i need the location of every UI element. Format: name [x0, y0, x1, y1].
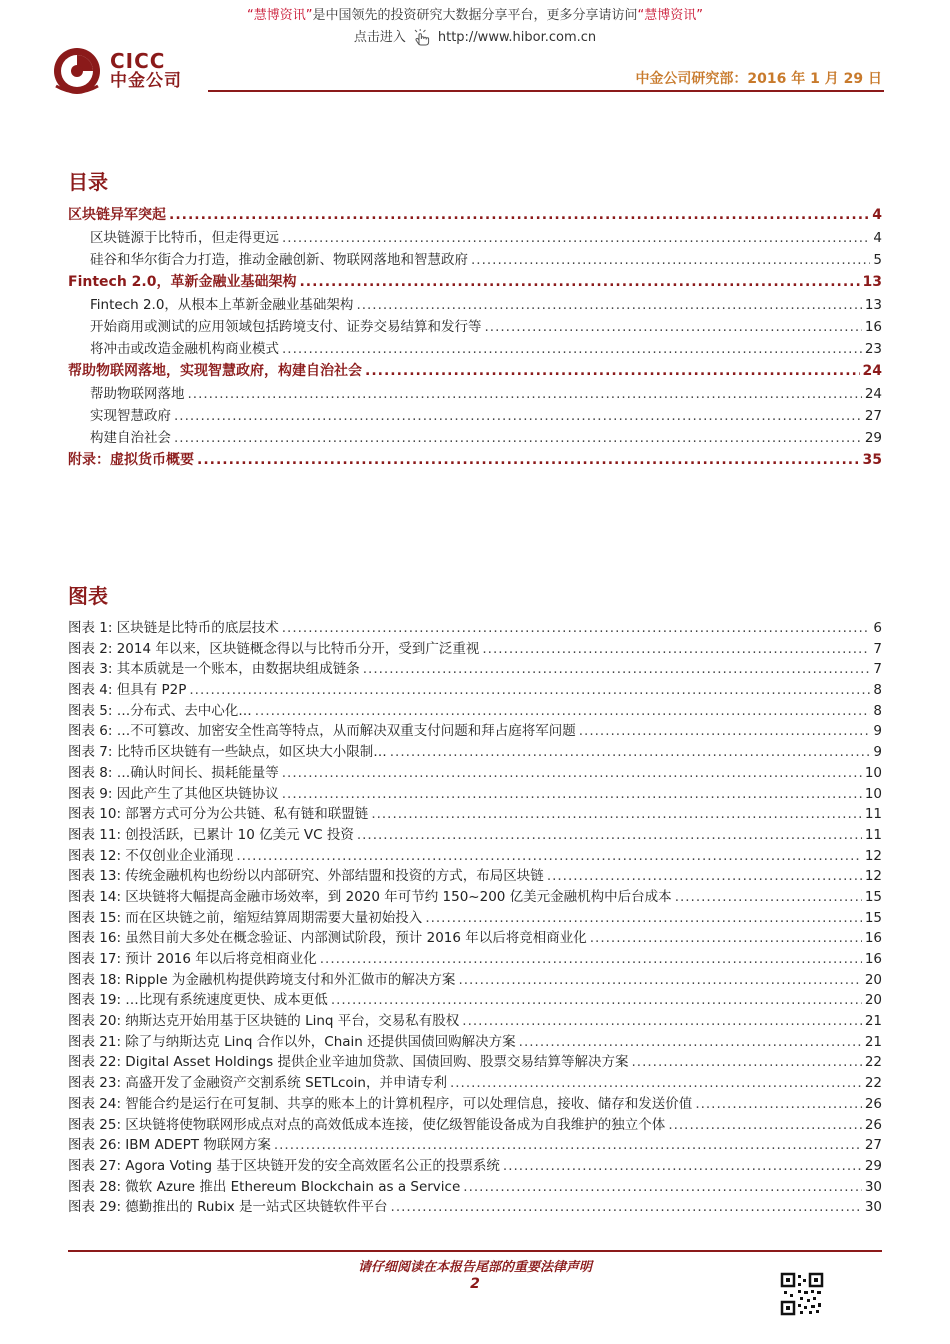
dot-leader	[320, 949, 862, 970]
entry-page-number: 12	[864, 847, 882, 864]
dot-leader	[363, 659, 871, 680]
entry-label: 图表 20: 纳斯达克开始用基于区块链的 Linq 平台，交易私有股权	[68, 1013, 460, 1030]
toc-entry[interactable]	[68, 271, 882, 294]
toc-entry[interactable]	[68, 360, 882, 383]
dot-leader	[391, 1197, 862, 1218]
entry-label: 图表 23: 高盛开发了金融资产交割系统 SETLcoin，并申请专利	[68, 1075, 447, 1092]
figure-entry[interactable]	[68, 1197, 882, 1218]
entry-label: Fintech 2.0，从根本上革新金融业基础架构	[90, 297, 354, 313]
dot-leader	[390, 742, 871, 763]
logo-text-cn: 中金公司	[110, 71, 182, 91]
entry-label: 图表 7: 比特币区块链有一些缺点，如区块大小限制…	[68, 744, 387, 761]
dot-leader	[503, 1156, 862, 1177]
toc-entry[interactable]	[68, 227, 882, 249]
entry-page-number: 20	[864, 992, 882, 1009]
figure-entry[interactable]	[68, 1032, 882, 1053]
entry-page-number: 8	[873, 702, 882, 719]
page-number: 2	[470, 1276, 480, 1292]
figure-entry[interactable]	[68, 908, 882, 929]
entry-page-number: 9	[873, 723, 882, 740]
entry-page-number: 4	[872, 207, 882, 223]
figure-entry[interactable]	[68, 1135, 882, 1156]
entry-page-number: 22	[864, 1054, 882, 1071]
entry-page-number: 27	[864, 408, 882, 424]
entry-label: 图表 4: 但具有 P2P	[68, 682, 187, 699]
figure-entry[interactable]	[68, 618, 882, 639]
dot-leader	[282, 784, 862, 805]
figure-entry[interactable]	[68, 742, 882, 763]
toc-entry[interactable]	[68, 427, 882, 449]
entry-label: 帮助物联网落地	[90, 386, 185, 402]
dot-leader	[282, 338, 862, 360]
figure-entry[interactable]	[68, 846, 882, 867]
entry-page-number: 6	[873, 620, 882, 636]
entry-label: 图表 11: 创投活跃，已累计 10 亿美元 VC 投资	[68, 826, 354, 843]
entry-page-number: 21	[864, 1033, 882, 1050]
logo-text-en: CICC	[110, 49, 166, 73]
toc-entry[interactable]	[68, 249, 882, 271]
dot-leader	[425, 908, 862, 929]
entry-label: 图表 14: 区块链将大幅提高金融市场效率，到 2020 年可节约 150~200 亿美元金融机构中后台成本	[68, 888, 672, 905]
entry-page-number: 29	[864, 430, 882, 446]
dot-leader	[463, 1177, 862, 1198]
top-banner	[0, 6, 950, 48]
banner-brand[interactable]: “慧博资讯”	[247, 8, 313, 23]
entry-page-number: 22	[864, 1075, 882, 1092]
toc-entry[interactable]	[68, 338, 882, 360]
entry-page-number: 16	[864, 319, 882, 335]
entry-page-number: 11	[864, 806, 882, 823]
entry-page-number: 30	[864, 1199, 882, 1216]
entry-label: 区块链异军突起	[68, 207, 166, 223]
entry-page-number: 5	[873, 252, 882, 268]
entry-label: 图表 26: IBM ADEPT 物联网方案	[68, 1137, 271, 1154]
entry-label: 开始商用或测试的应用领域包括跨境支付、证券交易结算和发行等	[90, 319, 482, 335]
entry-page-number: 29	[864, 1157, 882, 1174]
toc-list	[68, 204, 882, 472]
entry-page-number: 8	[873, 682, 882, 699]
entry-page-number: 26	[864, 1095, 882, 1112]
dot-leader	[371, 804, 862, 825]
entry-label: 图表 27: Agora Voting 基于区块链开发的安全高效匿名公正的投票系统	[68, 1157, 500, 1174]
entry-label: 图表 28: 微软 Azure 推出 Ethereum Blockchain as a Service	[68, 1178, 461, 1195]
toc-entry[interactable]	[68, 405, 882, 427]
entry-page-number: 10	[864, 785, 882, 802]
entry-label: 图表 1: 区块链是比特币的底层技术	[68, 620, 279, 636]
banner-url-link[interactable]: http://www.hibor.com.cn	[437, 30, 597, 45]
entry-label: 附录：虚拟货币概要	[68, 452, 194, 468]
dot-leader	[462, 1011, 862, 1032]
entry-label: 图表 17: 预计 2016 年以后将竞相商业化	[68, 951, 317, 967]
dot-leader	[174, 427, 862, 449]
entry-label: 图表 19: …比现有系统速度更快、成本更低	[68, 992, 328, 1009]
entry-page-number: 15	[864, 909, 882, 926]
entry-label: 图表 13: 传统金融机构也纷纷以内部研究、外部结盟和投资的方式，布局区块链	[68, 868, 544, 885]
figure-entry[interactable]	[68, 825, 882, 846]
dot-leader	[675, 887, 862, 908]
qr-code-icon	[780, 1272, 824, 1316]
banner-line-2	[0, 28, 950, 48]
entry-label: 图表 16: 虽然目前大多处在概念验证、内部测试阶段，预计 2016 年以后将竞相商业化	[68, 930, 587, 947]
dot-leader	[632, 1052, 862, 1073]
entry-label: 图表 3: 其本质就是一个账本，由数据块组成链条	[68, 661, 360, 678]
toc-entry[interactable]	[68, 449, 882, 472]
entry-label: 图表 12: 不仅创业企业涌现	[68, 847, 234, 864]
entry-label: 图表 15: 而在区块链之前，缩短结算周期需要大量初始投入	[68, 909, 423, 926]
toc-entry[interactable]	[68, 316, 882, 338]
entry-label: 图表 25: 区块链将使物联网形成点对点的高效低成本连接，使亿级智能设备成为自我维护的独立个体	[68, 1116, 666, 1133]
figure-entry[interactable]	[68, 721, 882, 742]
dot-leader	[274, 1135, 862, 1156]
entry-page-number: 24	[862, 363, 882, 379]
entry-label: 构建自治社会	[90, 430, 171, 446]
entry-page-number: 7	[873, 640, 882, 657]
dot-leader	[471, 249, 870, 271]
dot-leader	[519, 1032, 862, 1053]
dot-leader	[282, 763, 862, 784]
dot-leader	[547, 866, 862, 887]
dot-leader	[189, 680, 870, 701]
pointer-hand-icon[interactable]	[412, 28, 432, 48]
figure-entry[interactable]	[68, 1094, 882, 1115]
entry-page-number: 15	[864, 888, 882, 905]
entry-label: 图表 21: 除了与纳斯达克 Linq 合作以外，Chain 还提供国债回购解决方案	[68, 1033, 516, 1050]
entry-page-number: 35	[862, 452, 882, 468]
banner-brand-2[interactable]: “慧博资讯”	[637, 8, 703, 23]
dot-leader	[331, 990, 862, 1011]
figure-entry[interactable]	[68, 804, 882, 825]
dot-leader	[450, 1073, 862, 1094]
entry-page-number: 12	[864, 868, 882, 885]
figure-entry[interactable]	[68, 1052, 882, 1073]
toc-title: 目录	[68, 170, 108, 194]
dot-leader	[282, 618, 871, 639]
footer-divider	[68, 1250, 882, 1252]
entry-label: 将冲击或改造金融机构商业模式	[90, 341, 279, 357]
cicc-logo	[52, 46, 182, 96]
figure-entry[interactable]	[68, 763, 882, 784]
dot-leader	[485, 316, 862, 338]
dot-leader	[590, 928, 862, 949]
entry-page-number: 11	[864, 826, 882, 843]
figure-entry[interactable]	[68, 928, 882, 949]
figure-entry[interactable]	[68, 784, 882, 805]
entry-page-number: 13	[864, 297, 882, 313]
figure-entry[interactable]	[68, 701, 882, 722]
dot-leader	[482, 639, 870, 660]
entry-page-number: 21	[864, 1013, 882, 1030]
entry-page-number: 23	[864, 341, 882, 357]
figure-entry[interactable]	[68, 949, 882, 970]
entry-label: Fintech 2.0，革新金融业基础架构	[68, 274, 297, 290]
entry-label: 图表 10: 部署方式可分为公共链、私有链和联盟链	[68, 806, 369, 823]
banner-line-1	[0, 6, 950, 26]
dot-leader	[282, 227, 870, 249]
legal-disclaimer: 请仔细阅读在本报告尾部的重要法律声明	[357, 1260, 592, 1275]
entry-page-number: 30	[864, 1178, 882, 1195]
figure-entry[interactable]	[68, 970, 882, 991]
entry-label: 硅谷和华尔街合力打造，推动金融创新、物联网落地和智慧政府	[90, 252, 468, 268]
toc-entry[interactable]	[68, 294, 882, 316]
dot-leader	[255, 701, 871, 722]
entry-label: 图表 6: …不可篡改、加密安全性高等特点，从而解决双重支付问题和拜占庭将军问题	[68, 723, 576, 740]
entry-page-number: 27	[864, 1137, 882, 1154]
dot-leader	[197, 449, 860, 472]
dot-leader	[188, 383, 862, 405]
figure-entry[interactable]	[68, 680, 882, 701]
figure-entry[interactable]	[68, 659, 882, 680]
entry-label: 图表 29: 德勤推出的 Rubix 是一站式区块链软件平台	[68, 1199, 388, 1216]
dot-leader	[357, 825, 862, 846]
figure-entry[interactable]	[68, 1073, 882, 1094]
entry-page-number: 9	[873, 744, 882, 761]
header-divider	[208, 90, 884, 92]
entry-label: 图表 2: 2014 年以来，区块链概念得以与比特币分开，受到广泛重视	[68, 640, 480, 657]
figure-entry[interactable]	[68, 887, 882, 908]
entry-label: 图表 9: 因此产生了其他区块链协议	[68, 785, 279, 802]
banner-click-text[interactable]: 点击进入	[353, 30, 406, 45]
entry-label: 实现智慧政府	[90, 408, 171, 424]
toc-entry[interactable]	[68, 383, 882, 405]
figure-entry[interactable]	[68, 1115, 882, 1136]
banner-tagline: 是中国领先的投资研究大数据分享平台，更多分享请访问	[312, 8, 638, 23]
figure-entry[interactable]	[68, 1156, 882, 1177]
entry-page-number: 16	[864, 951, 882, 967]
entry-label: 图表 8: …确认时间长、损耗能量等	[68, 764, 279, 781]
figures-title: 图表	[68, 584, 108, 608]
entry-page-number: 20	[864, 971, 882, 988]
figure-entry[interactable]	[68, 1177, 882, 1198]
dot-leader	[579, 721, 871, 742]
entry-page-number: 7	[873, 661, 882, 678]
entry-page-number: 16	[864, 930, 882, 947]
dot-leader	[236, 846, 862, 867]
entry-page-number: 24	[864, 386, 882, 402]
entry-page-number: 13	[862, 274, 882, 290]
dot-leader	[365, 360, 860, 383]
dot-leader	[174, 405, 862, 427]
figures-list	[68, 618, 882, 1218]
figure-entry[interactable]	[68, 639, 882, 660]
entry-label: 图表 22: Digital Asset Holdings 提供企业辛迪加贷款、国债回购、股票交易结算等解决方案	[68, 1054, 629, 1071]
entry-label: 区块链源于比特币，但走得更远	[90, 230, 279, 246]
figure-entry[interactable]	[68, 1011, 882, 1032]
entry-label: 图表 18: Ripple 为金融机构提供跨境支付和外汇做市的解决方案	[68, 971, 456, 988]
toc-entry[interactable]	[68, 204, 882, 227]
figure-entry[interactable]	[68, 990, 882, 1011]
cicc-logo-icon	[52, 46, 102, 96]
entry-page-number: 4	[873, 230, 882, 246]
entry-label: 帮助物联网落地，实现智慧政府，构建自治社会	[68, 363, 362, 379]
entry-page-number: 10	[864, 764, 882, 781]
entry-label: 图表 5: …分布式、去中心化…	[68, 702, 252, 719]
entry-page-number: 26	[864, 1116, 882, 1133]
dot-leader	[695, 1094, 862, 1115]
dot-leader	[668, 1115, 862, 1136]
report-date: 中金公司研究部：2016 年 1 月 29 日	[635, 71, 882, 87]
figure-entry[interactable]	[68, 866, 882, 887]
dot-leader	[169, 204, 869, 227]
entry-label: 图表 24: 智能合约是运行在可复制、共享的账本上的计算机程序，可以处理信息，接收、储存和发送价值	[68, 1095, 693, 1112]
dot-leader	[458, 970, 861, 991]
dot-leader	[299, 271, 859, 294]
dot-leader	[356, 294, 861, 316]
